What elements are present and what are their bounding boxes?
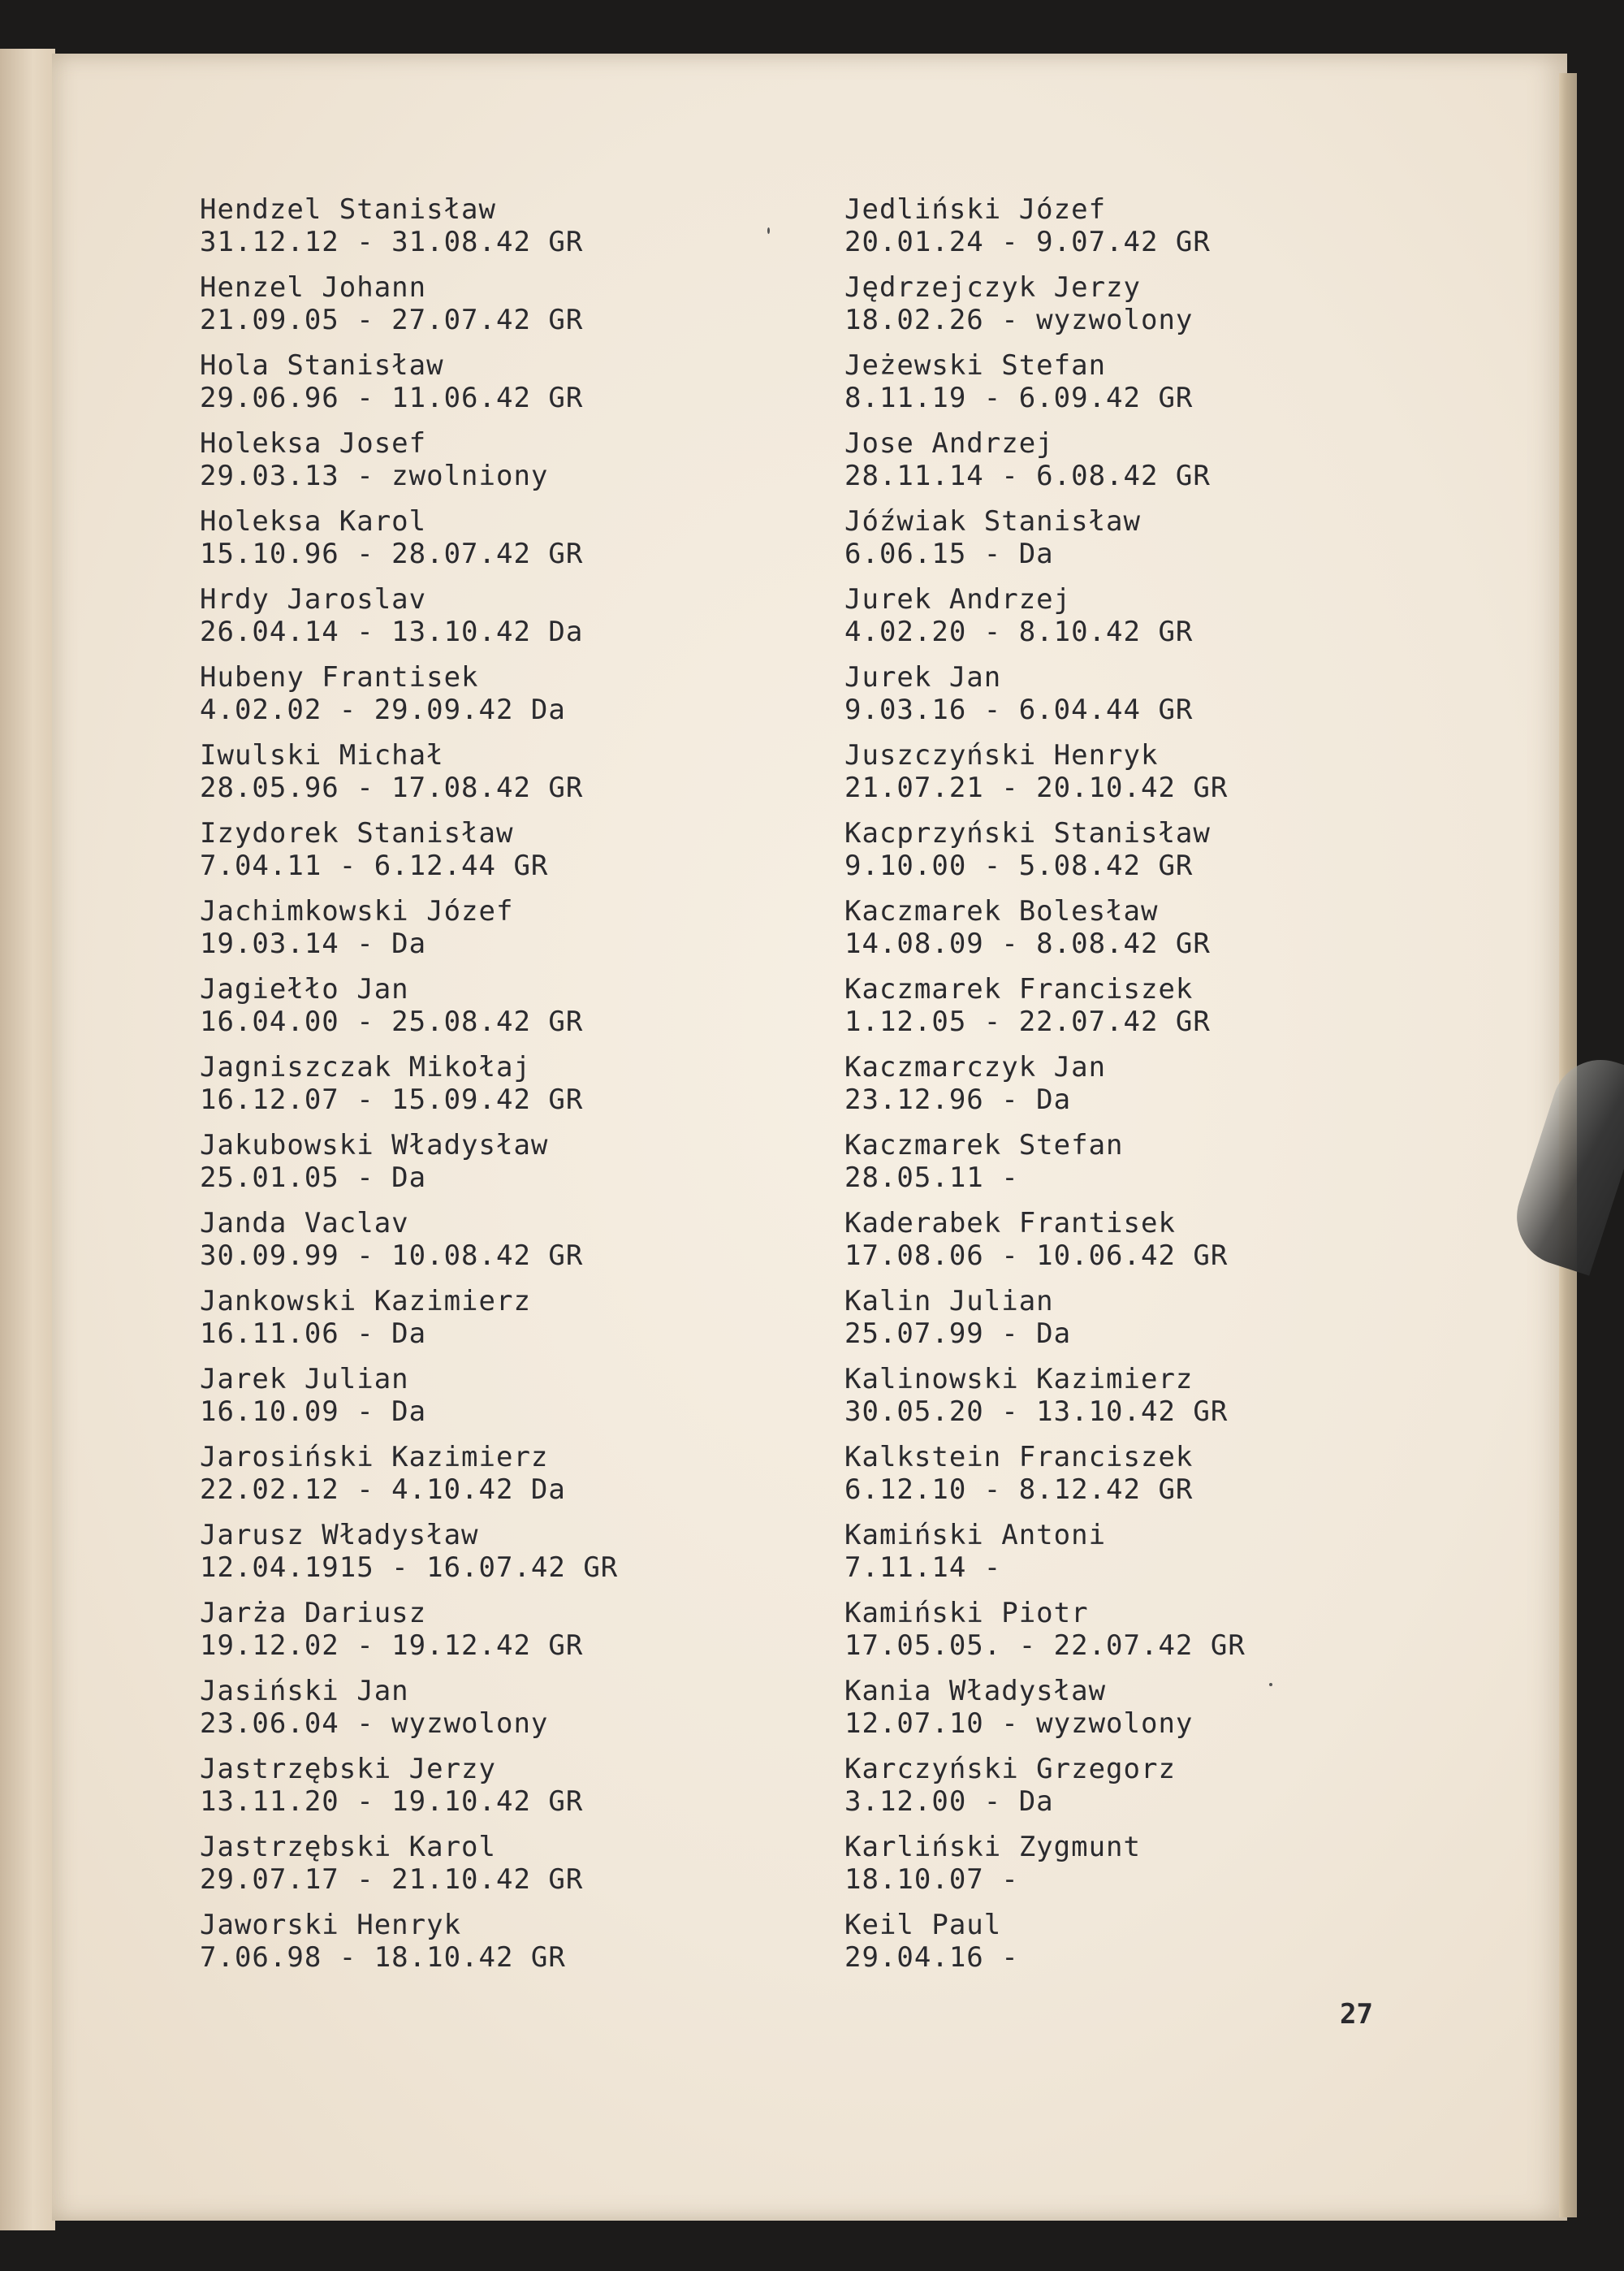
life-dates: 29.03.13 - zwolniony: [200, 460, 549, 492]
list-item: [844, 661, 1462, 739]
list-item: [200, 1519, 752, 1597]
life-dates: 7.06.98 - 18.10.42 GR: [200, 1941, 566, 1974]
paper-speck: [767, 227, 770, 234]
life-dates: 13.11.20 - 19.10.42 GR: [200, 1785, 584, 1818]
person-name: Kamiński Piotr: [844, 1597, 1089, 1629]
person-name: Kania Władysław: [844, 1675, 1107, 1707]
person-name: Jachimkowski Józef: [200, 895, 514, 928]
list-item: [200, 1675, 752, 1753]
person-name: Jurek Andrzej: [844, 583, 1072, 616]
list-item: [844, 739, 1462, 817]
life-dates: 29.06.96 - 11.06.42 GR: [200, 382, 584, 414]
person-name: Jasiński Jan: [200, 1675, 409, 1707]
life-dates: 17.05.05. - 22.07.42 GR: [844, 1629, 1246, 1662]
life-dates: 4.02.02 - 29.09.42 Da: [200, 694, 566, 726]
list-item: [200, 1909, 752, 1987]
life-dates: 28.11.14 - 6.08.42 GR: [844, 460, 1211, 492]
list-item: [844, 1831, 1462, 1909]
list-item: [844, 427, 1462, 505]
life-dates: 8.11.19 - 6.09.42 GR: [844, 382, 1194, 414]
life-dates: 28.05.11 -: [844, 1161, 1019, 1194]
list-item: [844, 1441, 1462, 1519]
life-dates: 29.07.17 - 21.10.42 GR: [200, 1863, 584, 1896]
list-item: [844, 1675, 1462, 1753]
life-dates: 21.09.05 - 27.07.42 GR: [200, 304, 584, 336]
list-item: [200, 349, 752, 427]
list-item: [200, 661, 752, 739]
person-name: Jarża Dariusz: [200, 1597, 427, 1629]
person-name: Kalinowski Kazimierz: [844, 1363, 1194, 1395]
person-name: Jastrzębski Jerzy: [200, 1753, 496, 1785]
life-dates: 25.07.99 - Da: [844, 1317, 1072, 1350]
life-dates: 21.07.21 - 20.10.42 GR: [844, 772, 1229, 804]
list-item: [200, 583, 752, 661]
person-name: Jeżewski Stefan: [844, 349, 1107, 382]
list-item: [200, 1363, 752, 1441]
list-item: [844, 1129, 1462, 1207]
person-name: Hubeny Frantisek: [200, 661, 479, 694]
person-name: Juszczyński Henryk: [844, 739, 1159, 772]
person-name: Hrdy Jaroslav: [200, 583, 427, 616]
life-dates: 20.01.24 - 9.07.42 GR: [844, 226, 1211, 258]
life-dates: 16.12.07 - 15.09.42 GR: [200, 1084, 584, 1116]
list-item: [844, 349, 1462, 427]
person-name: Jóźwiak Stanisław: [844, 505, 1141, 538]
life-dates: 25.01.05 - Da: [200, 1161, 427, 1194]
person-name: Kamiński Antoni: [844, 1519, 1107, 1551]
life-dates: 30.05.20 - 13.10.42 GR: [844, 1395, 1229, 1428]
life-dates: 18.10.07 -: [844, 1863, 1019, 1896]
life-dates: 7.11.14 -: [844, 1551, 1002, 1584]
list-item: [200, 271, 752, 349]
life-dates: 7.04.11 - 6.12.44 GR: [200, 850, 549, 882]
right-column-entries: [844, 193, 1462, 1987]
life-dates: 18.02.26 - wyzwolony: [844, 304, 1194, 336]
person-name: Kaczmarek Franciszek: [844, 973, 1194, 1006]
person-name: Izydorek Stanisław: [200, 817, 514, 850]
person-name: Karczyński Grzegorz: [844, 1753, 1176, 1785]
life-dates: 16.11.06 - Da: [200, 1317, 427, 1350]
life-dates: 23.12.96 - Da: [844, 1084, 1072, 1116]
list-item: [844, 1597, 1462, 1675]
person-name: Jarosiński Kazimierz: [200, 1441, 549, 1473]
list-item: [844, 1363, 1462, 1441]
person-name: Iwulski Michał: [200, 739, 444, 772]
person-name: Jarek Julian: [200, 1363, 409, 1395]
person-name: Henzel Johann: [200, 271, 427, 304]
list-item: [200, 895, 752, 973]
list-item: [844, 817, 1462, 895]
list-item: [844, 505, 1462, 583]
life-dates: 30.09.99 - 10.08.42 GR: [200, 1239, 584, 1272]
life-dates: 6.12.10 - 8.12.42 GR: [844, 1473, 1194, 1506]
life-dates: 9.10.00 - 5.08.42 GR: [844, 850, 1194, 882]
list-item: [200, 1597, 752, 1675]
list-item: [844, 271, 1462, 349]
list-item: [844, 1519, 1462, 1597]
life-dates: 17.08.06 - 10.06.42 GR: [844, 1239, 1229, 1272]
person-name: Jakubowski Władysław: [200, 1129, 549, 1161]
list-item: [844, 1753, 1462, 1831]
list-item: [200, 1207, 752, 1285]
left-column-entries: [200, 193, 752, 1987]
list-item: [200, 1051, 752, 1129]
life-dates: 15.10.96 - 28.07.42 GR: [200, 538, 584, 570]
person-name: Kaczmarek Stefan: [844, 1129, 1124, 1161]
life-dates: 16.04.00 - 25.08.42 GR: [200, 1006, 584, 1038]
person-name: Jaworski Henryk: [200, 1909, 462, 1941]
person-name: Hola Stanisław: [200, 349, 444, 382]
person-name: Jędrzejczyk Jerzy: [844, 271, 1141, 304]
list-item: [200, 193, 752, 271]
life-dates: 19.12.02 - 19.12.42 GR: [200, 1629, 584, 1662]
list-item: [844, 1909, 1462, 1987]
list-item: [200, 1753, 752, 1831]
person-name: Jagiełło Jan: [200, 973, 409, 1006]
person-name: Kalin Julian: [844, 1285, 1054, 1317]
person-name: Holeksa Josef: [200, 427, 427, 460]
person-name: Kaczmarek Bolesław: [844, 895, 1159, 928]
life-dates: 28.05.96 - 17.08.42 GR: [200, 772, 584, 804]
life-dates: 29.04.16 -: [844, 1941, 1019, 1974]
life-dates: 12.07.10 - wyzwolony: [844, 1707, 1194, 1740]
person-name: Kaderabek Frantisek: [844, 1207, 1176, 1239]
list-item: [200, 739, 752, 817]
person-name: Janda Vaclav: [200, 1207, 409, 1239]
list-item: [200, 1129, 752, 1207]
list-item: [844, 895, 1462, 973]
person-name: Jankowski Kazimierz: [200, 1285, 531, 1317]
person-name: Jastrzębski Karol: [200, 1831, 496, 1863]
person-name: Jedliński Józef: [844, 193, 1107, 226]
list-item: [844, 583, 1462, 661]
life-dates: 6.06.15 - Da: [844, 538, 1054, 570]
list-item: [200, 505, 752, 583]
life-dates: 19.03.14 - Da: [200, 928, 427, 960]
person-name: Jarusz Władysław: [200, 1519, 479, 1551]
person-name: Jose Andrzej: [844, 427, 1054, 460]
person-name: Jagniszczak Mikołaj: [200, 1051, 531, 1084]
person-name: Hendzel Stanisław: [200, 193, 496, 226]
list-item: [200, 1285, 752, 1363]
life-dates: 31.12.12 - 31.08.42 GR: [200, 226, 584, 258]
life-dates: 9.03.16 - 6.04.44 GR: [844, 694, 1194, 726]
list-item: [200, 817, 752, 895]
life-dates: 14.08.09 - 8.08.42 GR: [844, 928, 1211, 960]
person-name: Kalkstein Franciszek: [844, 1441, 1194, 1473]
person-name: Karliński Zygmunt: [844, 1831, 1141, 1863]
left-page-edge: [0, 49, 55, 2230]
person-name: Keil Paul: [844, 1909, 1002, 1941]
life-dates: 26.04.14 - 13.10.42 Da: [200, 616, 584, 648]
person-name: Holeksa Karol: [200, 505, 427, 538]
list-item: [844, 1207, 1462, 1285]
life-dates: 16.10.09 - Da: [200, 1395, 427, 1428]
person-name: Kacprzyński Stanisław: [844, 817, 1211, 850]
list-item: [200, 427, 752, 505]
person-name: Kaczmarczyk Jan: [844, 1051, 1107, 1084]
life-dates: 23.06.04 - wyzwolony: [200, 1707, 549, 1740]
list-item: [200, 1441, 752, 1519]
life-dates: 1.12.05 - 22.07.42 GR: [844, 1006, 1211, 1038]
life-dates: 22.02.12 - 4.10.42 Da: [200, 1473, 566, 1506]
life-dates: 12.04.1915 - 16.07.42 GR: [200, 1551, 619, 1584]
person-name: Jurek Jan: [844, 661, 1002, 694]
life-dates: 4.02.20 - 8.10.42 GR: [844, 616, 1194, 648]
list-item: [844, 193, 1462, 271]
list-item: [844, 1285, 1462, 1363]
list-item: [200, 973, 752, 1051]
page-number: 27: [1340, 1998, 1373, 2031]
list-item: [200, 1831, 752, 1909]
list-item: [844, 1051, 1462, 1129]
list-item: [844, 973, 1462, 1051]
life-dates: 3.12.00 - Da: [844, 1785, 1054, 1818]
